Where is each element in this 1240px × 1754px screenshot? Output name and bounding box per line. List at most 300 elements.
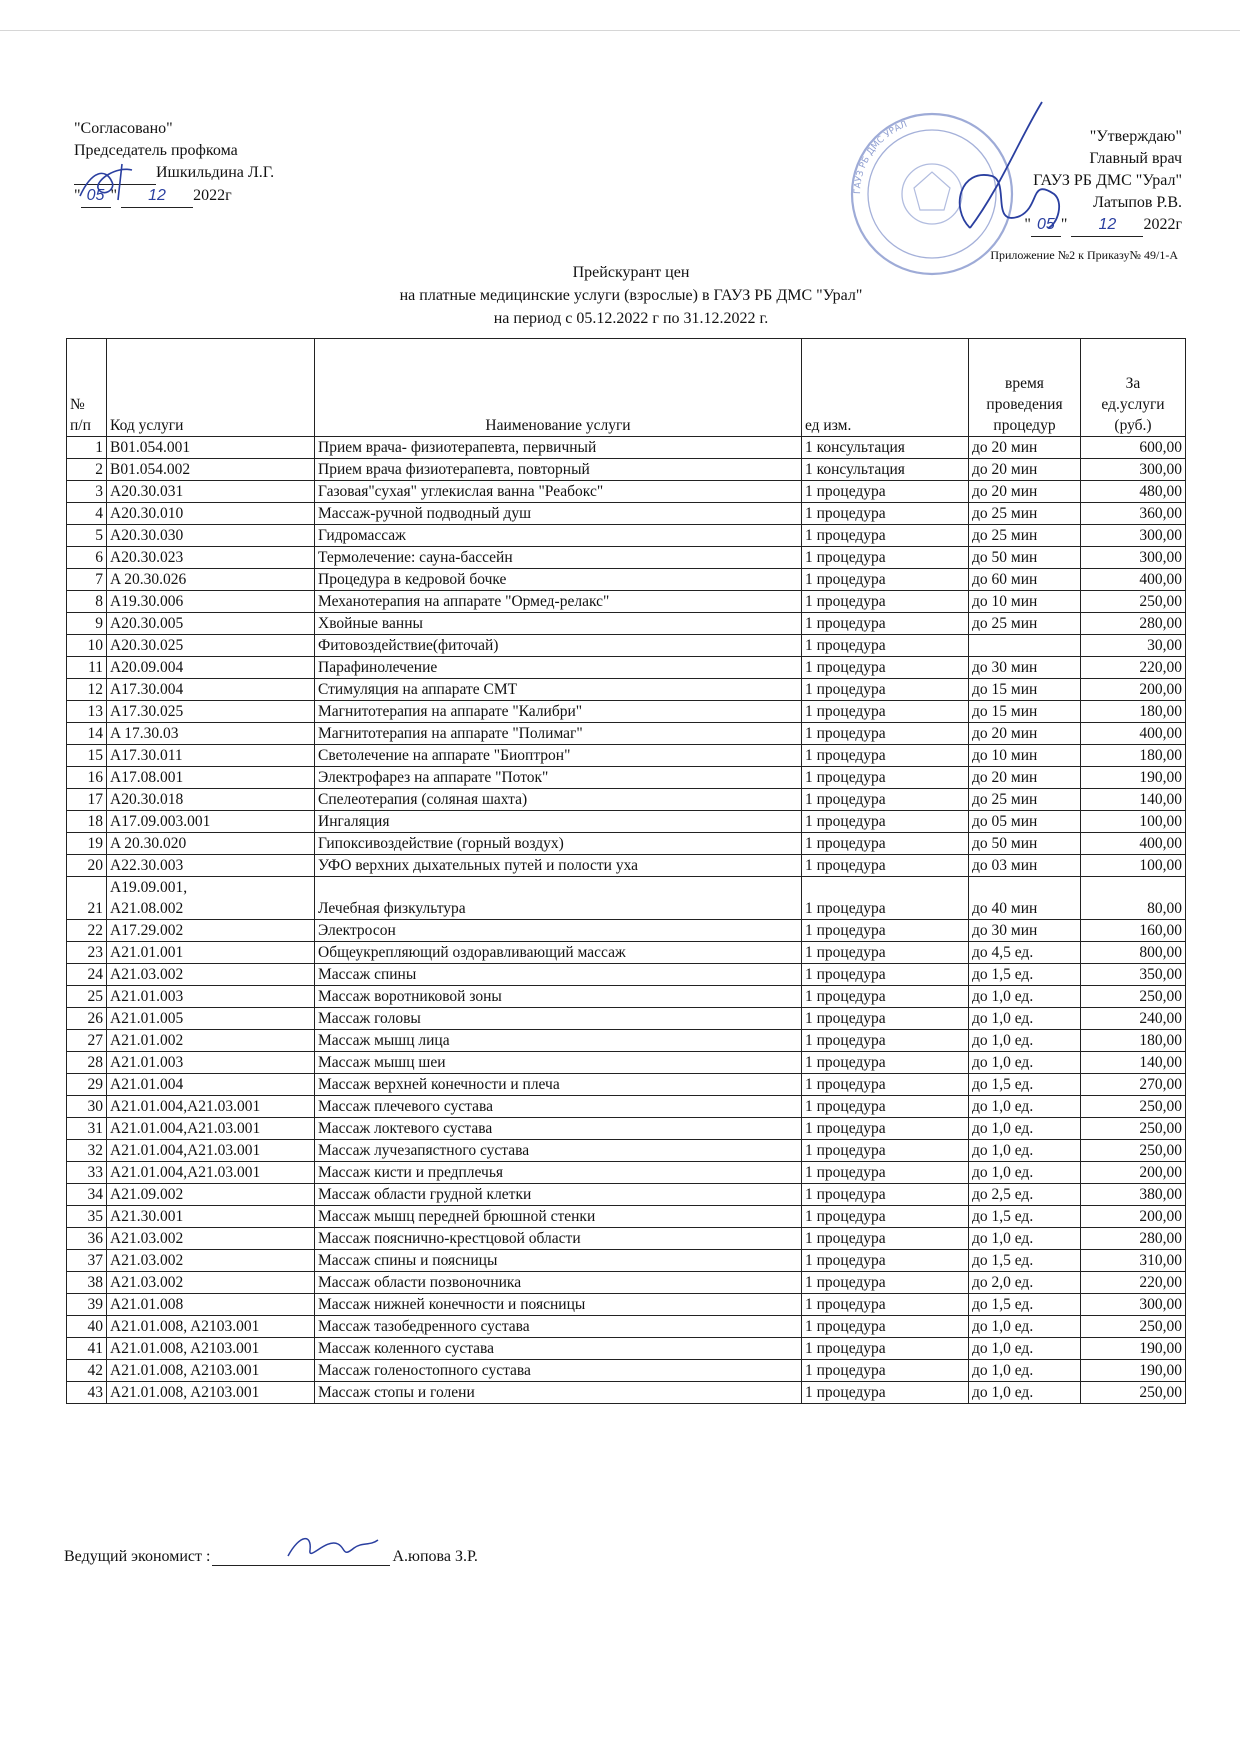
row-code: A21.09.002 — [107, 1184, 315, 1206]
row-code: A 20.30.026 — [107, 569, 315, 591]
row-service-name: Массаж головы — [315, 1008, 802, 1030]
approval-right-day: 05 — [1031, 214, 1061, 237]
row-price: 190,00 — [1081, 1360, 1186, 1382]
row-code: A21.03.002 — [107, 1272, 315, 1294]
row-price: 380,00 — [1081, 1184, 1186, 1206]
table-row — [67, 767, 1186, 789]
row-price: 250,00 — [1081, 1140, 1186, 1162]
row-unit: 1 процедура — [802, 569, 969, 591]
row-price: 400,00 — [1081, 723, 1186, 745]
row-number: 36 — [67, 1228, 107, 1250]
row-number: 22 — [67, 920, 107, 942]
row-service-name: УФО верхних дыхательных путей и полости уха — [315, 855, 802, 877]
table-row — [67, 986, 1186, 1008]
approval-right-year: 2022г — [1143, 216, 1182, 233]
table-row — [67, 547, 1186, 569]
row-unit: 1 консультация — [802, 437, 969, 459]
row-unit: 1 процедура — [802, 525, 969, 547]
row-time: до 1,0 ед. — [969, 986, 1081, 1008]
row-code: A 17.30.03 — [107, 723, 315, 745]
row-unit: 1 процедура — [802, 1338, 969, 1360]
row-service-name: Электрофарез на аппарате "Поток" — [315, 767, 802, 789]
row-price: 100,00 — [1081, 855, 1186, 877]
row-price: 600,00 — [1081, 437, 1186, 459]
row-number: 15 — [67, 745, 107, 767]
row-service-name: Массаж нижней конечности и поясницы — [315, 1294, 802, 1316]
header-name: Наименование услуги — [315, 339, 802, 437]
row-code: A17.08.001 — [107, 767, 315, 789]
row-time: до 60 мин — [969, 569, 1081, 591]
row-service-name: Гипоксивоздействие (горный воздух) — [315, 833, 802, 855]
row-unit: 1 процедура — [802, 1382, 969, 1404]
row-price: 310,00 — [1081, 1250, 1186, 1272]
row-unit: 1 процедура — [802, 657, 969, 679]
row-unit: 1 процедура — [802, 591, 969, 613]
row-time: до 1,0 ед. — [969, 1338, 1081, 1360]
row-code: A21.01.004,A21.03.001 — [107, 1140, 315, 1162]
row-service-name: Ингаляция — [315, 811, 802, 833]
row-unit: 1 процедура — [802, 942, 969, 964]
row-time: до 1,0 ед. — [969, 1162, 1081, 1184]
row-unit: 1 процедура — [802, 1316, 969, 1338]
row-time: до 03 мин — [969, 855, 1081, 877]
row-time: до 1,0 ед. — [969, 1118, 1081, 1140]
row-service-name: Массаж области позвоночника — [315, 1272, 802, 1294]
row-time: до 20 мин — [969, 723, 1081, 745]
table-row — [67, 437, 1186, 459]
row-unit: 1 процедура — [802, 986, 969, 1008]
row-unit: 1 процедура — [802, 1118, 969, 1140]
row-code: A20.30.030 — [107, 525, 315, 547]
row-unit: 1 процедура — [802, 833, 969, 855]
row-service-name: Прием врача- физиотерапевта, первичный — [315, 437, 802, 459]
row-price: 30,00 — [1081, 635, 1186, 657]
row-number: 24 — [67, 964, 107, 986]
row-time: до 50 мин — [969, 547, 1081, 569]
row-unit: 1 процедура — [802, 1030, 969, 1052]
row-service-name: Массаж спины и поясницы — [315, 1250, 802, 1272]
row-price: 480,00 — [1081, 481, 1186, 503]
row-code: A19.30.006 — [107, 591, 315, 613]
row-number: 41 — [67, 1338, 107, 1360]
document-subtitle: на платные медицинские услуги (взрослые) в ГАУЗ РБ ДМС "Урал" — [399, 287, 863, 304]
header-number — [67, 339, 107, 437]
row-code-line2: A21.08.002 — [110, 900, 184, 917]
table-row — [67, 459, 1186, 481]
date-quote-open: " — [74, 187, 81, 204]
header-number-line1: № — [70, 396, 85, 413]
table-row — [67, 525, 1186, 547]
row-unit: 1 процедура — [802, 745, 969, 767]
row-code: A21.01.008, A2103.001 — [107, 1382, 315, 1404]
page-top-rule — [0, 30, 1240, 31]
row-price: 220,00 — [1081, 1272, 1186, 1294]
header-time-line1: время — [1005, 375, 1044, 392]
row-price: 100,00 — [1081, 811, 1186, 833]
row-price: 200,00 — [1081, 679, 1186, 701]
row-service-name: Стимуляция на аппарате СМТ — [315, 679, 802, 701]
row-code: A20.30.018 — [107, 789, 315, 811]
row-service-name: Массаж кисти и предплечья — [315, 1162, 802, 1184]
row-unit: 1 процедура — [802, 1074, 969, 1096]
header-price — [1081, 339, 1186, 437]
row-unit: 1 процедура — [802, 1250, 969, 1272]
table-row — [67, 591, 1186, 613]
row-time: до 50 мин — [969, 833, 1081, 855]
row-number: 35 — [67, 1206, 107, 1228]
row-service-name: Общеукрепляющий оздоравливающий массаж — [315, 942, 802, 964]
row-time: до 05 мин — [969, 811, 1081, 833]
row-price: 80,00 — [1081, 877, 1186, 920]
row-service-name: Процедура в кедровой бочке — [315, 569, 802, 591]
row-number: 12 — [67, 679, 107, 701]
footer-role: Ведущий экономист : — [64, 1548, 211, 1565]
row-price: 140,00 — [1081, 1052, 1186, 1074]
table-row — [67, 1074, 1186, 1096]
table-row — [67, 569, 1186, 591]
footer-name: А.юпова З.Р. — [392, 1548, 478, 1565]
row-time — [969, 635, 1081, 657]
row-number: 14 — [67, 723, 107, 745]
row-service-name: Спелеотерапия (соляная шахта) — [315, 789, 802, 811]
row-unit: 1 процедура — [802, 789, 969, 811]
table-row — [67, 1008, 1186, 1030]
row-price: 250,00 — [1081, 1118, 1186, 1140]
row-service-name: Термолечение: сауна-бассейн — [315, 547, 802, 569]
row-code: B01.054.002 — [107, 459, 315, 481]
date-quote-close: " — [1060, 216, 1068, 233]
table-row — [67, 789, 1186, 811]
header-code: Код услуги — [107, 339, 315, 437]
row-service-name: Светолечение на аппарате "Биоптрон" — [315, 745, 802, 767]
table-row — [67, 1206, 1186, 1228]
row-service-name: Массаж мышц передней брюшной стенки — [315, 1206, 802, 1228]
row-price: 280,00 — [1081, 613, 1186, 635]
row-code-line1: A19.09.001, — [110, 879, 188, 896]
row-unit: 1 процедура — [802, 1184, 969, 1206]
row-unit: 1 процедура — [802, 1140, 969, 1162]
row-unit: 1 процедура — [802, 1096, 969, 1118]
row-code: A21.03.002 — [107, 1250, 315, 1272]
row-unit: 1 процедура — [802, 701, 969, 723]
row-number: 40 — [67, 1316, 107, 1338]
row-time: до 1,5 ед. — [969, 1250, 1081, 1272]
table-row — [67, 811, 1186, 833]
table-row — [67, 1030, 1186, 1052]
row-service-name: Массаж пояснично-крестцовой области — [315, 1228, 802, 1250]
row-service-name: Массаж верхней конечности и плеча — [315, 1074, 802, 1096]
row-number: 26 — [67, 1008, 107, 1030]
table-row — [67, 964, 1186, 986]
row-code: A17.29.002 — [107, 920, 315, 942]
row-number: 31 — [67, 1118, 107, 1140]
row-service-name: Массаж стопы и голени — [315, 1382, 802, 1404]
row-code: A20.30.023 — [107, 547, 315, 569]
row-time: до 1,5 ед. — [969, 964, 1081, 986]
row-number: 23 — [67, 942, 107, 964]
row-price: 250,00 — [1081, 986, 1186, 1008]
signature-left-icon — [72, 160, 162, 204]
row-number: 34 — [67, 1184, 107, 1206]
table-row — [67, 1052, 1186, 1074]
row-price: 800,00 — [1081, 942, 1186, 964]
table-row — [67, 942, 1186, 964]
approval-left-month: 12 — [121, 185, 193, 208]
table-row — [67, 723, 1186, 745]
row-unit: 1 процедура — [802, 1294, 969, 1316]
row-number: 39 — [67, 1294, 107, 1316]
header-price-line2: ед.услуги — [1101, 396, 1165, 413]
row-number: 38 — [67, 1272, 107, 1294]
table-row — [67, 877, 1186, 920]
row-time: до 25 мин — [969, 789, 1081, 811]
row-number: 4 — [67, 503, 107, 525]
row-time: до 1,0 ед. — [969, 1030, 1081, 1052]
table-row — [67, 1250, 1186, 1272]
row-price: 250,00 — [1081, 1316, 1186, 1338]
header-time-line3: процедур — [993, 417, 1056, 434]
row-code: A20.09.004 — [107, 657, 315, 679]
row-time: до 1,5 ед. — [969, 1294, 1081, 1316]
row-code: A22.30.003 — [107, 855, 315, 877]
row-time: до 1,0 ед. — [969, 1360, 1081, 1382]
table-row — [67, 1184, 1186, 1206]
row-code: A21.01.005 — [107, 1008, 315, 1030]
document-period: на период с 05.12.2022 г по 31.12.2022 г. — [493, 310, 769, 327]
row-number: 13 — [67, 701, 107, 723]
row-price: 300,00 — [1081, 459, 1186, 481]
row-number: 32 — [67, 1140, 107, 1162]
row-unit: 1 процедура — [802, 877, 969, 920]
row-price: 200,00 — [1081, 1162, 1186, 1184]
row-service-name: Хвойные ванны — [315, 613, 802, 635]
row-code: A20.30.031 — [107, 481, 315, 503]
header-unit: ед изм. — [802, 339, 969, 437]
row-time: до 1,0 ед. — [969, 1382, 1081, 1404]
row-service-name: Гидромассаж — [315, 525, 802, 547]
row-number: 10 — [67, 635, 107, 657]
row-number: 7 — [67, 569, 107, 591]
row-time: до 15 мин — [969, 701, 1081, 723]
row-number: 43 — [67, 1382, 107, 1404]
row-unit: 1 процедура — [802, 1162, 969, 1184]
row-number: 37 — [67, 1250, 107, 1272]
table-row — [67, 833, 1186, 855]
row-unit: 1 процедура — [802, 503, 969, 525]
row-unit: 1 процедура — [802, 767, 969, 789]
row-time: до 1,5 ед. — [969, 1206, 1081, 1228]
row-service-name: Массаж области грудной клетки — [315, 1184, 802, 1206]
row-time: до 25 мин — [969, 525, 1081, 547]
row-time: до 30 мин — [969, 920, 1081, 942]
row-code: A21.01.008, A2103.001 — [107, 1360, 315, 1382]
row-code: A21.03.002 — [107, 964, 315, 986]
row-number: 16 — [67, 767, 107, 789]
row-number: 9 — [67, 613, 107, 635]
approval-left-title: "Согласовано" — [74, 120, 173, 137]
row-number: 18 — [67, 811, 107, 833]
row-time: до 1,0 ед. — [969, 1052, 1081, 1074]
row-code: A21.01.003 — [107, 1052, 315, 1074]
approval-right-title: "Утверждаю" — [1089, 128, 1182, 145]
header-time — [969, 339, 1081, 437]
row-service-name: Прием врача физиотерапевта, повторный — [315, 459, 802, 481]
row-number: 19 — [67, 833, 107, 855]
stamp-text: ГАУЗ РБ ДМС УРАЛ — [852, 119, 909, 195]
row-code: A20.30.025 — [107, 635, 315, 657]
table-row — [67, 855, 1186, 877]
row-number: 1 — [67, 437, 107, 459]
row-time: до 1,0 ед. — [969, 1316, 1081, 1338]
table-row — [67, 1338, 1186, 1360]
row-code: A21.01.008, A2103.001 — [107, 1316, 315, 1338]
row-number: 42 — [67, 1360, 107, 1382]
header-price-line1: За — [1125, 375, 1141, 392]
row-service-name: Магнитотерапия на аппарате "Калибри" — [315, 701, 802, 723]
row-price: 220,00 — [1081, 657, 1186, 679]
approval-right-position: Главный врач — [1089, 150, 1182, 167]
row-price: 200,00 — [1081, 1206, 1186, 1228]
table-row — [67, 1316, 1186, 1338]
table-row — [67, 920, 1186, 942]
row-price: 300,00 — [1081, 1294, 1186, 1316]
row-number: 33 — [67, 1162, 107, 1184]
row-service-name: Массаж плечевого сустава — [315, 1096, 802, 1118]
row-price: 180,00 — [1081, 1030, 1186, 1052]
row-time: до 1,5 ед. — [969, 1074, 1081, 1096]
table-body — [67, 437, 1186, 1404]
row-code: A17.30.011 — [107, 745, 315, 767]
row-unit: 1 консультация — [802, 459, 969, 481]
row-unit: 1 процедура — [802, 1228, 969, 1250]
row-code: A17.30.025 — [107, 701, 315, 723]
row-service-name: Массаж коленного сустава — [315, 1338, 802, 1360]
table-row — [67, 1272, 1186, 1294]
row-service-name: Массаж мышц шеи — [315, 1052, 802, 1074]
row-time: до 20 мин — [969, 437, 1081, 459]
price-table — [66, 338, 1186, 1404]
row-price: 280,00 — [1081, 1228, 1186, 1250]
row-price: 180,00 — [1081, 701, 1186, 723]
row-price: 350,00 — [1081, 964, 1186, 986]
row-code: A21.01.004 — [107, 1074, 315, 1096]
table-row — [67, 1140, 1186, 1162]
row-service-name: Массаж лучезапястного сустава — [315, 1140, 802, 1162]
row-unit: 1 процедура — [802, 481, 969, 503]
row-price: 250,00 — [1081, 591, 1186, 613]
row-service-name: Механотерапия на аппарате "Ормед-релакс" — [315, 591, 802, 613]
row-number: 20 — [67, 855, 107, 877]
row-price: 360,00 — [1081, 503, 1186, 525]
approval-right-month: 12 — [1071, 214, 1143, 237]
row-service-name: Массаж спины — [315, 964, 802, 986]
row-number: 11 — [67, 657, 107, 679]
row-code: A21.01.004,A21.03.001 — [107, 1118, 315, 1140]
row-time: до 25 мин — [969, 503, 1081, 525]
row-number: 28 — [67, 1052, 107, 1074]
row-code: A21.01.003 — [107, 986, 315, 1008]
row-unit: 1 процедура — [802, 613, 969, 635]
table-row — [67, 635, 1186, 657]
row-unit: 1 процедура — [802, 1206, 969, 1228]
row-code: B01.054.001 — [107, 437, 315, 459]
approval-left-position: Председатель профкома — [74, 142, 238, 159]
approval-left-day: 05 — [81, 185, 111, 208]
row-service-name: Массаж голеностопного сустава — [315, 1360, 802, 1382]
row-service-name: Массаж-ручной подводный душ — [315, 503, 802, 525]
row-price: 250,00 — [1081, 1096, 1186, 1118]
row-code: A21.01.001 — [107, 942, 315, 964]
table-row — [67, 1294, 1186, 1316]
row-unit: 1 процедура — [802, 723, 969, 745]
row-unit: 1 процедура — [802, 547, 969, 569]
row-time: до 1,0 ед. — [969, 1228, 1081, 1250]
row-number: 29 — [67, 1074, 107, 1096]
table-row — [67, 481, 1186, 503]
row-number: 27 — [67, 1030, 107, 1052]
footer-signature — [64, 1547, 478, 1566]
row-time: до 20 мин — [969, 459, 1081, 481]
row-number: 2 — [67, 459, 107, 481]
row-time: до 30 мин — [969, 657, 1081, 679]
row-service-name: Фитовоздействие(фиточай) — [315, 635, 802, 657]
table-row — [67, 1096, 1186, 1118]
table-row — [67, 1118, 1186, 1140]
row-unit: 1 процедура — [802, 1360, 969, 1382]
header-price-line3: (руб.) — [1114, 417, 1152, 434]
row-price: 240,00 — [1081, 1008, 1186, 1030]
row-unit: 1 процедура — [802, 964, 969, 986]
table-row — [67, 1382, 1186, 1404]
header-number-line2: п/п — [70, 417, 91, 434]
table-row — [67, 1360, 1186, 1382]
approval-right-name: Латыпов Р.В. — [1093, 194, 1182, 211]
table-row — [67, 679, 1186, 701]
row-price: 300,00 — [1081, 547, 1186, 569]
row-service-name: Массаж локтевого сустава — [315, 1118, 802, 1140]
row-time: до 1,0 ед. — [969, 1140, 1081, 1162]
row-service-name: Газовая"сухая" углекислая ванна "Реабокс" — [315, 481, 802, 503]
row-time: до 40 мин — [969, 877, 1081, 920]
row-price: 190,00 — [1081, 767, 1186, 789]
row-price: 400,00 — [1081, 833, 1186, 855]
row-number: 5 — [67, 525, 107, 547]
row-number: 6 — [67, 547, 107, 569]
row-service-name: Магнитотерапия на аппарате "Полимаг" — [315, 723, 802, 745]
row-service-name: Электросон — [315, 920, 802, 942]
appendix-note: Приложение №2 к Приказу№ 49/1-А — [990, 248, 1178, 262]
table-row — [67, 1228, 1186, 1250]
row-unit: 1 процедура — [802, 1052, 969, 1074]
table-row — [67, 613, 1186, 635]
row-number: 25 — [67, 986, 107, 1008]
row-time: до 25 мин — [969, 613, 1081, 635]
row-code: A17.30.004 — [107, 679, 315, 701]
row-code: A20.30.010 — [107, 503, 315, 525]
row-number: 30 — [67, 1096, 107, 1118]
row-price: 160,00 — [1081, 920, 1186, 942]
table-header-row — [67, 339, 1186, 437]
row-unit: 1 процедура — [802, 855, 969, 877]
row-unit: 1 процедура — [802, 679, 969, 701]
approval-left-name: Ишкильдина Л.Г. — [156, 164, 275, 181]
row-code: A21.01.004,A21.03.001 — [107, 1096, 315, 1118]
row-service-name: Парафинолечение — [315, 657, 802, 679]
table-row — [67, 745, 1186, 767]
row-number: 21 — [67, 877, 107, 920]
row-time: до 1,0 ед. — [969, 1008, 1081, 1030]
table-row — [67, 701, 1186, 723]
